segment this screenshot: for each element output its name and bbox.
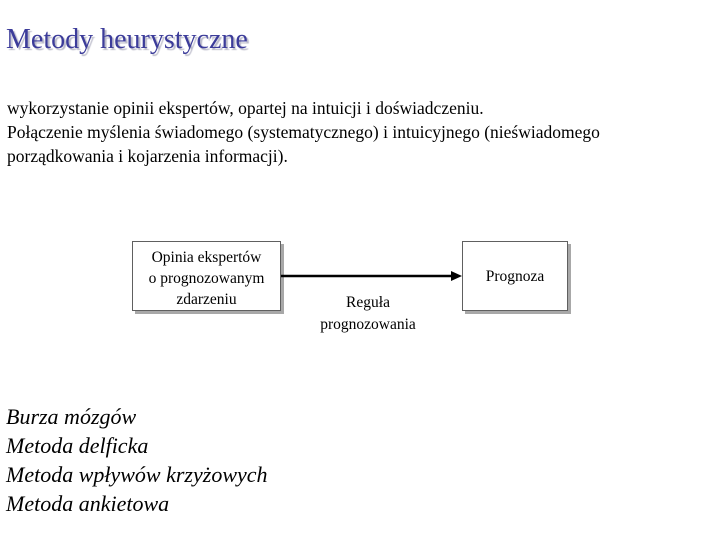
method-item: Metoda ankietowa (6, 491, 170, 516)
expert-opinion-line: zdarzeniu (176, 291, 237, 308)
arrow-connector (281, 266, 463, 286)
forecast-rule-label (300, 292, 436, 336)
description-text (7, 96, 712, 168)
arrow-head (451, 271, 462, 281)
forecast-rule-line: Reguła (346, 294, 390, 311)
forecast-box (462, 241, 568, 311)
description-line: porządkowania i kojarzenia informacji). (7, 146, 288, 166)
page-title: Metody heurystyczne (6, 24, 248, 55)
method-item: Metoda wpływów krzyżowych (6, 462, 268, 487)
method-item: Metoda delficka (6, 433, 149, 458)
description-line: Połączenie myślenia świadomego (systematycznego) i intuicyjnego (nieświadomego (7, 122, 600, 142)
expert-opinion-box (132, 241, 281, 311)
expert-opinion-line: o prognozowanym (148, 270, 265, 287)
forecast-label: Prognoza (485, 267, 545, 285)
methods-list (6, 402, 268, 518)
description-line: wykorzystanie opinii ekspertów, opartej na intuicji i doświadczeniu. (7, 98, 484, 118)
method-item: Burza mózgów (6, 404, 137, 429)
forecast-rule-line: prognozowania (320, 316, 416, 333)
expert-opinion-line: Opinia ekspertów (151, 249, 262, 266)
